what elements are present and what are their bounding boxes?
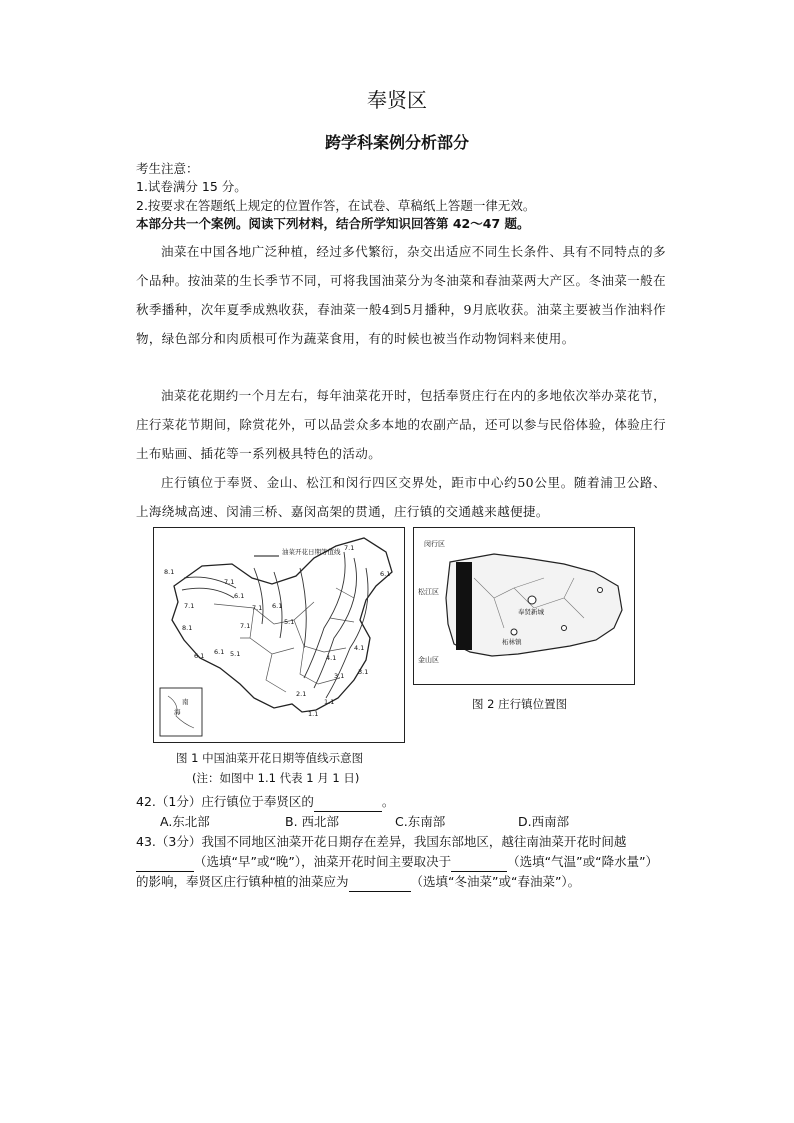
town-marker bbox=[562, 626, 567, 631]
q43-part4: （选填“冬油菜”或“春油菜”）。 bbox=[410, 874, 581, 889]
contour-label: 5.1 bbox=[230, 650, 241, 658]
note-item-2: 2.按要求在答题纸上规定的位置作答，在试卷、草稿纸上答题一律无效。 bbox=[136, 198, 536, 213]
figure2-caption: 图 2 庄行镇位置图 bbox=[472, 697, 568, 711]
label-fengxian-new-city: 奉贤新城 bbox=[518, 608, 544, 616]
q42-option-b[interactable]: B. 西北部 bbox=[285, 814, 340, 829]
q42-option-d[interactable]: D.西南部 bbox=[518, 814, 570, 829]
contour-label: 7.1 bbox=[252, 604, 263, 612]
contour-label: 3.1 bbox=[334, 672, 345, 680]
contour-label: 5.1 bbox=[284, 618, 295, 626]
zhuanghang-town-highlight bbox=[456, 562, 472, 650]
q43-part1: 43.（3分）我国不同地区油菜开花日期存在差异，我国东部地区，越往南油菜开花时间越 bbox=[136, 834, 627, 849]
passage-paragraph-3: 庄行镇位于奉贤、金山、松江和闵行四区交界处，距市中心约50公里。随着浦卫公路、上海绕城高速、闵浦三桥、嘉闵高架的贯通，庄行镇的交通越来越便捷。 bbox=[136, 475, 666, 519]
label-songjiang: 松江区 bbox=[418, 588, 439, 596]
contour-label: 7.1 bbox=[344, 544, 355, 552]
figure2-map bbox=[413, 527, 635, 685]
figure1-caption: 图 1 中国油菜开花日期等值线示意图 bbox=[176, 751, 364, 765]
q43-blank-2[interactable] bbox=[451, 857, 507, 872]
district-heading: 奉贤区 bbox=[367, 88, 427, 112]
town-marker bbox=[598, 588, 603, 593]
contour-label: 6.1 bbox=[214, 648, 225, 656]
q42-answer-blank[interactable] bbox=[314, 797, 382, 812]
q42-option-a[interactable]: A.东北部 bbox=[160, 814, 210, 829]
q43-blank-3[interactable] bbox=[349, 877, 411, 892]
contour-label: 1.1 bbox=[308, 710, 319, 718]
figure1-note: (注：如图中 1.1 代表 1 月 1 日) bbox=[192, 771, 360, 785]
zhuanghang-location-map bbox=[414, 528, 634, 684]
contour-label: 4.1 bbox=[326, 654, 337, 662]
contour-label: 4.1 bbox=[354, 644, 365, 652]
question-42 bbox=[136, 792, 656, 812]
fengxian-outline bbox=[446, 554, 622, 656]
contour-label: 6.1 bbox=[272, 602, 283, 610]
legend-text: 油菜开花日期等值线 bbox=[282, 548, 341, 556]
contour-label: 1.1 bbox=[324, 698, 335, 706]
inset-label: 南 bbox=[182, 698, 189, 706]
label-zhelin: 柘林镇 bbox=[502, 638, 522, 646]
note-item-3: 本部分共一个案例。阅读下列材料，结合所学知识回答第 42～47 题。 bbox=[136, 216, 530, 231]
q43-part3: （选填“气温”或“降水量”）的影响，奉贤区庄行镇种植的油菜应为 bbox=[136, 854, 652, 889]
contour-label: 6.1 bbox=[380, 570, 391, 578]
south-sea-inset bbox=[160, 688, 202, 736]
fengxian-new-city-marker bbox=[528, 596, 536, 604]
contour-label: 3.1 bbox=[358, 668, 369, 676]
contour-label: 7.1 bbox=[224, 578, 235, 586]
q43-blank-1[interactable] bbox=[136, 857, 194, 872]
q42-end: 。 bbox=[381, 794, 395, 809]
contour-label: 8.1 bbox=[164, 568, 175, 576]
notes-heading: 考生注意： bbox=[136, 161, 199, 176]
note-item-1: 1.试卷满分 15 分。 bbox=[136, 179, 247, 194]
contour-label: 6.1 bbox=[234, 592, 245, 600]
contour-label: 7.1 bbox=[240, 622, 251, 630]
passage-paragraph-1: 油菜在中国各地广泛种植，经过多代繁衍，杂交出适应不同生长条件、具有不同特点的多个品种。按油菜的生长季节不同，可将我国油菜分为冬油菜和春油菜两大产区。冬油菜一般在秋季播种，次年夏季成熟收获，春油菜一般4到5月播种，9月底收获。油菜主要被当作油料作物，绿色部分和肉质根可作为蔬菜食用，有的时候也被当作动物饲料来使用。 bbox=[136, 244, 666, 346]
contour-label: 6.1 bbox=[194, 652, 205, 660]
zhelin-marker bbox=[511, 629, 517, 635]
question-43 bbox=[136, 832, 656, 892]
inset-label: 海 bbox=[174, 708, 181, 716]
q42-option-c[interactable]: C.东南部 bbox=[395, 814, 446, 829]
china-contour-map bbox=[154, 528, 404, 742]
contour-label: 7.1 bbox=[184, 602, 195, 610]
contour-label: 8.1 bbox=[182, 624, 193, 632]
q43-part2: （选填“早”或“晚”），油菜开花时间主要取决于 bbox=[194, 854, 452, 869]
figure1-map bbox=[153, 527, 405, 743]
passage-paragraph-2: 油菜花花期约一个月左右，每年油菜花开时，包括奉贤庄行在内的多地依次举办菜花节，庄行菜花节期间，除赏花外，可以品尝众多本地的农副产品，还可以参与民俗体验，体验庄行土布贴画、插花等一系列极具特色的活动。 bbox=[136, 388, 666, 461]
label-minhang: 闵行区 bbox=[424, 540, 445, 548]
label-jinshan: 金山区 bbox=[418, 656, 439, 664]
contour-label: 2.1 bbox=[296, 690, 307, 698]
section-title: 跨学科案例分析部分 bbox=[324, 133, 469, 152]
q42-stem: 42.（1分）庄行镇位于奉贤区的 bbox=[136, 794, 314, 809]
